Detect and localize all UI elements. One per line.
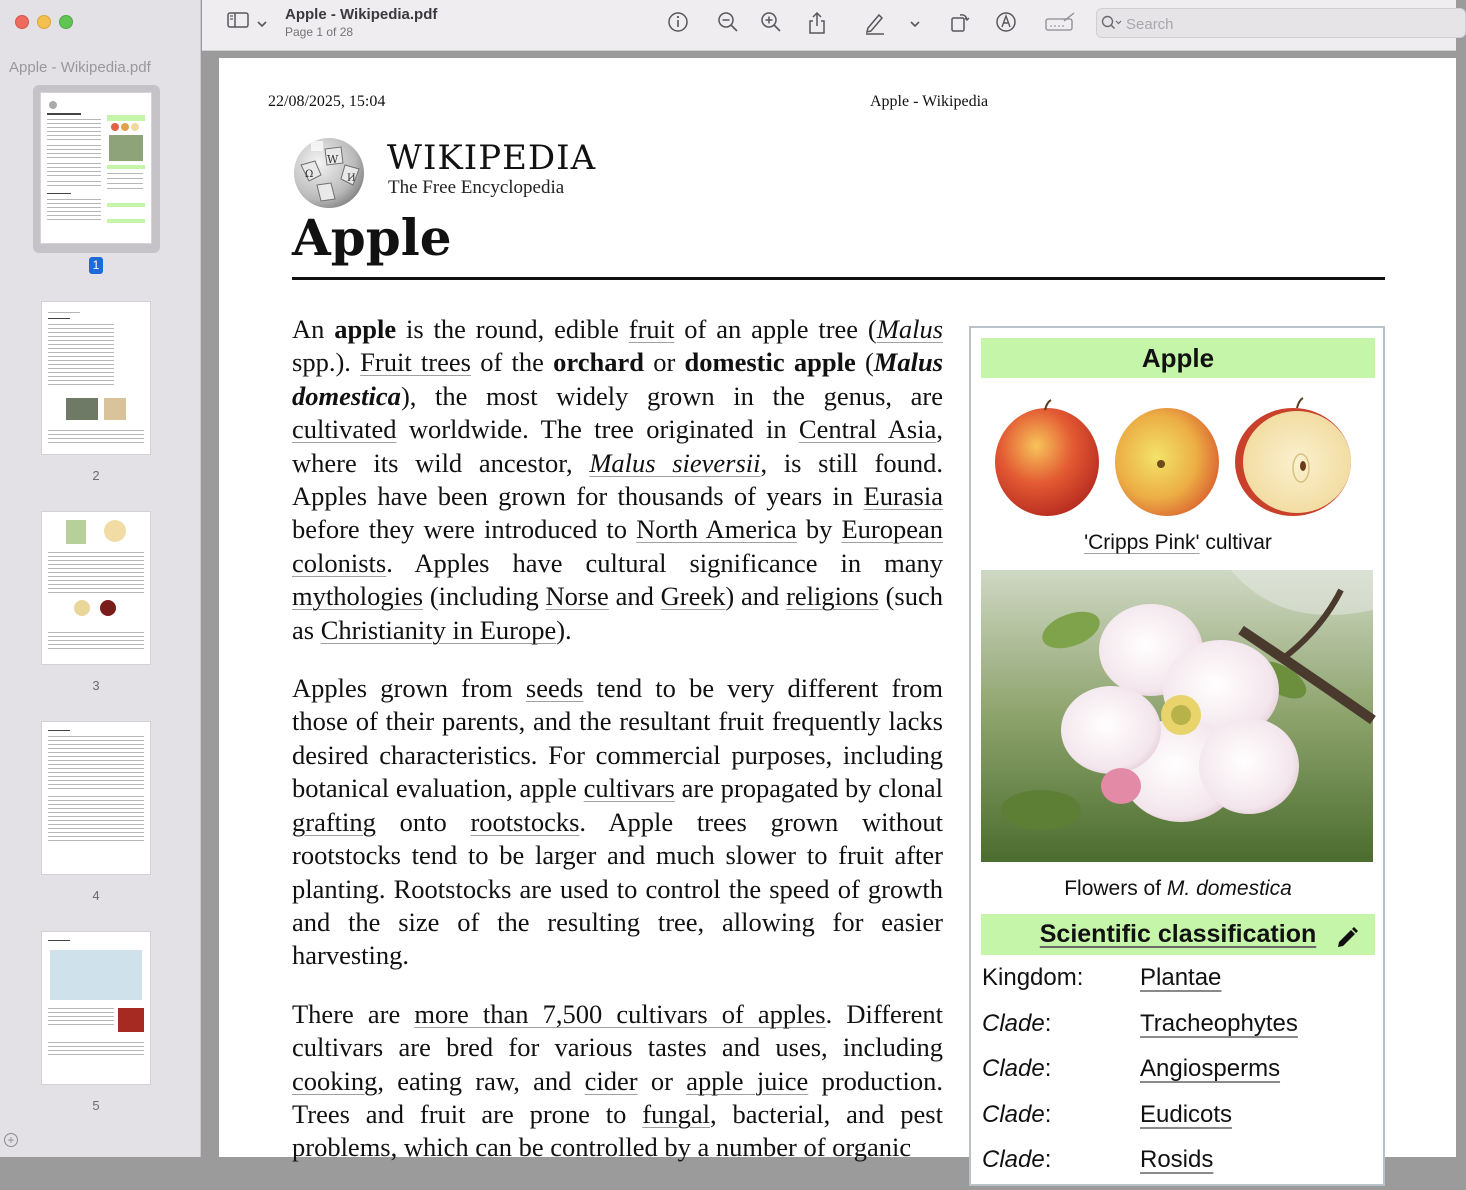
link[interactable]: Norse xyxy=(545,581,609,612)
rank-label: Clade: xyxy=(982,1055,1052,1082)
link[interactable]: apple juice xyxy=(686,1065,809,1096)
rank-label: Kingdom: xyxy=(982,964,1084,991)
zoom-out-icon[interactable] xyxy=(716,11,740,35)
link[interactable]: fungal xyxy=(642,1098,710,1129)
zoom-window-button[interactable] xyxy=(59,15,73,29)
rank-label: Clade: xyxy=(982,1101,1052,1128)
taxon-link[interactable]: Plantae xyxy=(1140,964,1222,991)
add-page-button[interactable]: + xyxy=(4,1133,18,1147)
classification-row xyxy=(982,1101,1376,1133)
print-date: 22/08/2025, 15:04 xyxy=(268,93,386,110)
thumbnail-page-number: 5 xyxy=(92,1098,100,1113)
svg-text:W: W xyxy=(327,153,339,166)
wikipedia-tagline: The Free Encyclopedia xyxy=(388,177,565,198)
classification-row xyxy=(982,1055,1376,1087)
title-divider xyxy=(292,277,1385,280)
link[interactable]: fruit xyxy=(628,314,675,344)
link[interactable]: cultivated xyxy=(292,414,397,445)
cultivar-link[interactable]: 'Cripps Pink' xyxy=(1084,531,1200,554)
taxon-link[interactable]: Tracheophytes xyxy=(1140,1010,1298,1037)
taxon-link[interactable]: Eudicots xyxy=(1140,1101,1233,1128)
infobox xyxy=(969,326,1385,1186)
link[interactable]: cider xyxy=(584,1065,638,1096)
cultivation-paragraph: Apples grown from seeds tend to be very different from those of their parents, and the resultant fruit frequently lacks desired characteristics. For commercial purposes, including botanical evaluation, apple cultivars are propagated by clonal grafting onto rootstocks. Apple trees grown without rootstocks tend to be larger and much slower to fruit after planting. Rootstocks are used to control the speed of growth and the size of the resulting tree, allowing for easier harvesting. xyxy=(292,673,943,971)
sidebar-toggle-icon[interactable] xyxy=(226,11,250,35)
document-title: Apple - Wikipedia.pdf xyxy=(285,6,438,23)
svg-text:И: И xyxy=(347,173,356,184)
link[interactable]: Malus xyxy=(876,314,944,344)
signature-icon[interactable] xyxy=(1044,11,1076,35)
link[interactable]: more than 7,500 cultivars of apples xyxy=(414,998,826,1029)
svg-text:Ω: Ω xyxy=(305,169,314,180)
thumbnail-page-number: 1 xyxy=(89,257,103,274)
thumbnail-page-number: 2 xyxy=(92,468,100,483)
link[interactable]: cultivars xyxy=(583,773,675,804)
search-field[interactable] xyxy=(1096,8,1466,38)
apples-image[interactable] xyxy=(981,396,1375,524)
wikipedia-globe-logo xyxy=(291,135,371,209)
thumbnail-page-5[interactable] xyxy=(42,932,150,1084)
toolbar xyxy=(202,0,1456,51)
classification-row xyxy=(982,1146,1376,1178)
link[interactable]: Malus sieversii xyxy=(589,447,761,478)
pencil-edit-icon[interactable] xyxy=(1335,922,1359,946)
link[interactable]: Greek xyxy=(660,581,726,612)
apple-flower-image[interactable] xyxy=(981,570,1373,862)
rank-label: Clade: xyxy=(982,1146,1052,1173)
pdf-page xyxy=(219,58,1456,1173)
sidebar-title: Apple - Wikipedia.pdf xyxy=(9,59,151,76)
thumbnail-page-number: 3 xyxy=(92,678,100,693)
zoom-in-icon[interactable] xyxy=(759,11,783,35)
link[interactable]: European colonists xyxy=(292,514,943,578)
classification-row xyxy=(982,1010,1376,1042)
search-icon xyxy=(1101,15,1119,31)
link[interactable]: cooking xyxy=(292,1065,378,1096)
cultivars-paragraph: There are more than 7,500 cultivars of apples. Different cultivars are bred for various tastes and uses, including cooking, eating raw, and cider or apple juice production. Trees and fruit are prone to fungal, bacterial, and pest problems, which can be controlled by a number of organic xyxy=(292,998,944,1163)
thumbnail-page-2[interactable] xyxy=(42,302,150,454)
article-title: Apple xyxy=(292,208,452,267)
thumbnail-page-number: 4 xyxy=(92,888,100,903)
link[interactable]: Fruit trees xyxy=(360,347,471,378)
chevron-down-icon[interactable] xyxy=(908,11,922,35)
thumbnail-page-3[interactable] xyxy=(42,512,150,664)
minimize-window-button[interactable] xyxy=(37,15,51,29)
page-indicator: Page 1 of 28 xyxy=(285,25,354,39)
image-caption: Flowers of M. domestica xyxy=(1064,877,1292,900)
article-body xyxy=(292,313,943,1190)
thumbnail-page-1[interactable] xyxy=(33,85,160,253)
annotate-icon[interactable] xyxy=(994,11,1018,35)
markup-pen-icon[interactable] xyxy=(863,11,887,35)
intro-paragraph: An apple is the round, edible fruit of an apple tree (Malus spp.). Fruit trees of the orchard or domestic apple (Malus domestica), the most widely grown in the genus, are cultivated worldwide. The tree originated in Central Asia, where its wild ancestor, Malus sieversii, is still found. Apples have been grown for thousands of years in Eurasia before they were introduced to North America by European colonists. Apples have cultural significance in many mythologies (including Norse and Greek) and religions (such as Christianity in Europe). xyxy=(292,314,944,645)
wikipedia-wordmark: WIKIPEDIA xyxy=(387,138,597,178)
rotate-icon[interactable] xyxy=(948,11,972,35)
link[interactable]: Christianity in Europe xyxy=(320,614,557,645)
link[interactable]: mythologies xyxy=(292,581,424,612)
link[interactable]: religions xyxy=(786,581,879,612)
rank-label: Clade: xyxy=(982,1010,1052,1037)
link[interactable]: grafting xyxy=(292,806,376,837)
thumbnail-page-4[interactable] xyxy=(42,722,150,874)
share-icon[interactable] xyxy=(805,11,829,35)
classification-header-label[interactable]: Scientific classification xyxy=(1039,920,1317,948)
chevron-down-icon[interactable] xyxy=(254,11,270,35)
taxon-link[interactable]: Angiosperms xyxy=(1140,1055,1281,1082)
classification-row xyxy=(982,964,1376,996)
link[interactable]: seeds xyxy=(525,673,584,704)
thumbnail-image xyxy=(41,93,151,243)
link[interactable]: North America xyxy=(636,514,797,545)
sidebar xyxy=(0,0,201,1157)
taxon-link[interactable]: Rosids xyxy=(1140,1146,1214,1173)
print-header-title: Apple - Wikipedia xyxy=(870,93,989,110)
image-caption: 'Cripps Pink' cultivar xyxy=(1084,531,1272,554)
classification-header xyxy=(981,914,1375,955)
info-icon[interactable] xyxy=(666,11,690,35)
link[interactable]: Eurasia xyxy=(863,481,943,512)
search-input[interactable] xyxy=(1126,14,1446,34)
close-window-button[interactable] xyxy=(15,15,29,29)
link[interactable]: Central Asia xyxy=(798,414,937,445)
link[interactable]: rootstocks xyxy=(470,806,580,837)
infobox-title: Apple xyxy=(981,338,1375,378)
